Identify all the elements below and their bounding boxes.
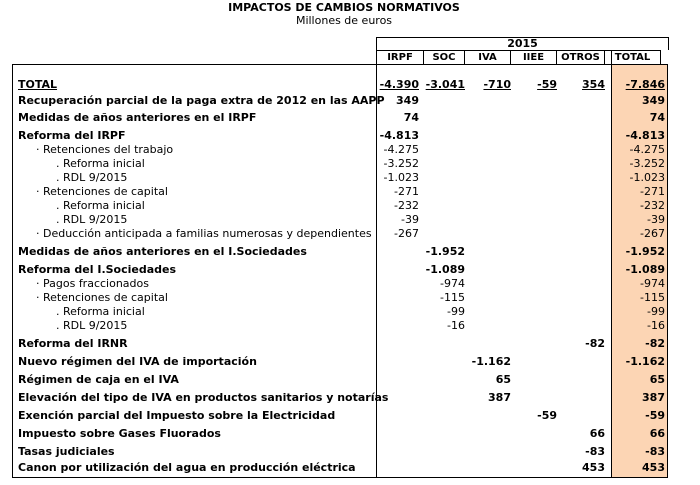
- cell-irpf: -3.252: [383, 157, 419, 170]
- cell-total: -1.023: [629, 171, 665, 184]
- cell-total: -16: [647, 319, 665, 332]
- cell-total: 387: [642, 391, 665, 404]
- table-row: [0, 143, 700, 157]
- row-label: · Deducción anticipada a familias numerosas y dependientes: [36, 227, 372, 240]
- cell-otros: -82: [585, 337, 605, 350]
- table-row: [0, 94, 700, 108]
- row-label: Nuevo régimen del IVA de importación: [18, 355, 257, 368]
- cell-otros: 66: [589, 427, 605, 440]
- row-label: . Reforma inicial: [56, 305, 145, 318]
- row-label: Tasas judiciales: [18, 445, 115, 458]
- column-header-irpf: IRPF: [377, 51, 424, 64]
- column-header-total: TOTAL: [614, 52, 651, 63]
- table-row: [0, 355, 700, 369]
- cell-soc: -3.041: [425, 78, 465, 91]
- cell-irpf: 74: [403, 111, 419, 124]
- table-row: [0, 245, 700, 259]
- table-row: [0, 409, 700, 423]
- table-row: [0, 129, 700, 143]
- row-label: Canon por utilización del agua en producción eléctrica: [18, 461, 356, 474]
- row-label: · Retenciones del trabajo: [36, 143, 174, 156]
- table-row: [0, 291, 700, 305]
- cell-irpf: -4.813: [379, 129, 419, 142]
- cell-soc: -974: [440, 277, 465, 290]
- row-label: . RDL 9/2015: [56, 171, 128, 184]
- table-row: [0, 445, 700, 459]
- row-label: · Retenciones de capital: [36, 291, 168, 304]
- column-header-soc: SOC: [424, 51, 465, 64]
- row-label: Reforma del I.Sociedades: [18, 263, 177, 276]
- cell-total: -232: [640, 199, 665, 212]
- cell-otros: 354: [582, 78, 605, 91]
- column-header-iva: IVA: [465, 51, 511, 64]
- table-title: IMPACTOS DE CAMBIOS NORMATIVOS: [228, 1, 460, 14]
- cell-total: 65: [649, 373, 665, 386]
- cell-total: -1.089: [625, 263, 665, 276]
- cell-total: -1.952: [625, 245, 665, 258]
- row-label: . RDL 9/2015: [56, 319, 128, 332]
- table-row: [0, 157, 700, 171]
- cell-irpf: -271: [394, 185, 419, 198]
- table-row: [0, 78, 700, 92]
- column-header-iiee: IIEE: [511, 51, 557, 64]
- cell-total: -974: [640, 277, 665, 290]
- table-row: [0, 391, 700, 405]
- cell-irpf: -4.275: [383, 143, 419, 156]
- table-row: [0, 213, 700, 227]
- table-row: [0, 185, 700, 199]
- cell-total: -267: [640, 227, 665, 240]
- row-label: Reforma del IRPF: [18, 129, 126, 142]
- cell-total: -39: [647, 213, 665, 226]
- cell-irpf: -39: [401, 213, 419, 226]
- cell-iiee: -59: [537, 409, 557, 422]
- cell-total: -271: [640, 185, 665, 198]
- cell-iva: -1.162: [471, 355, 511, 368]
- cell-total: -59: [645, 409, 665, 422]
- table-row: [0, 461, 700, 475]
- row-label: Recuperación parcial de la paga extra de 2012 en las AAPP: [18, 94, 385, 107]
- cell-iva: 65: [495, 373, 511, 386]
- cell-total: -3.252: [629, 157, 665, 170]
- cell-irpf: -1.023: [383, 171, 419, 184]
- cell-total: -83: [645, 445, 665, 458]
- cell-irpf: 349: [396, 94, 419, 107]
- table-row: [0, 277, 700, 291]
- table-row: [0, 111, 700, 125]
- cell-soc: -1.089: [425, 263, 465, 276]
- row-label: Exención parcial del Impuesto sobre la Electricidad: [18, 409, 336, 422]
- column-headers: [376, 50, 661, 65]
- table-row: [0, 227, 700, 241]
- cell-otros: -83: [585, 445, 605, 458]
- table-row: [0, 319, 700, 333]
- cell-soc: -99: [447, 305, 465, 318]
- row-label: · Pagos fraccionados: [36, 277, 149, 290]
- row-label: TOTAL: [18, 78, 58, 91]
- cell-irpf: -4.390: [379, 78, 419, 91]
- cell-total: -4.813: [625, 129, 665, 142]
- row-label: . Reforma inicial: [56, 199, 145, 212]
- row-label: Medidas de años anteriores en el IRPF: [18, 111, 257, 124]
- year-header: 2015: [376, 37, 669, 50]
- table-row: [0, 427, 700, 441]
- row-label: Elevación del tipo de IVA en productos sanitarios y notarías: [18, 391, 389, 404]
- cell-iiee: -59: [537, 78, 557, 91]
- cell-total: -7.846: [625, 78, 665, 91]
- row-label: Reforma del IRNR: [18, 337, 128, 350]
- cell-soc: -115: [440, 291, 465, 304]
- row-label: Impuesto sobre Gases Fluorados: [18, 427, 221, 440]
- row-label: . Reforma inicial: [56, 157, 145, 170]
- cell-otros: 453: [582, 461, 605, 474]
- cell-iva: -710: [483, 78, 511, 91]
- cell-total: -115: [640, 291, 665, 304]
- row-label: Régimen de caja en el IVA: [18, 373, 179, 386]
- table-row: [0, 373, 700, 387]
- column-header-otros: OTROS: [557, 51, 605, 64]
- row-label: · Retenciones de capital: [36, 185, 168, 198]
- table-row: [0, 199, 700, 213]
- cell-total: 349: [642, 94, 665, 107]
- cell-total: 453: [642, 461, 665, 474]
- cell-total: -1.162: [625, 355, 665, 368]
- table-subtitle: Millones de euros: [295, 14, 393, 27]
- table-row: [0, 305, 700, 319]
- cell-irpf: -267: [394, 227, 419, 240]
- cell-total: -82: [645, 337, 665, 350]
- cell-total: 74: [649, 111, 665, 124]
- row-label: . RDL 9/2015: [56, 213, 128, 226]
- cell-total: -99: [647, 305, 665, 318]
- table-row: [0, 171, 700, 185]
- row-label: Medidas de años anteriores en el I.Sociedades: [18, 245, 307, 258]
- cell-irpf: -232: [394, 199, 419, 212]
- cell-soc: -16: [447, 319, 465, 332]
- table-row: [0, 263, 700, 277]
- cell-iva: 387: [488, 391, 511, 404]
- cell-total: 66: [649, 427, 665, 440]
- cell-total: -4.275: [629, 143, 665, 156]
- table-row: [0, 337, 700, 351]
- cell-soc: -1.952: [425, 245, 465, 258]
